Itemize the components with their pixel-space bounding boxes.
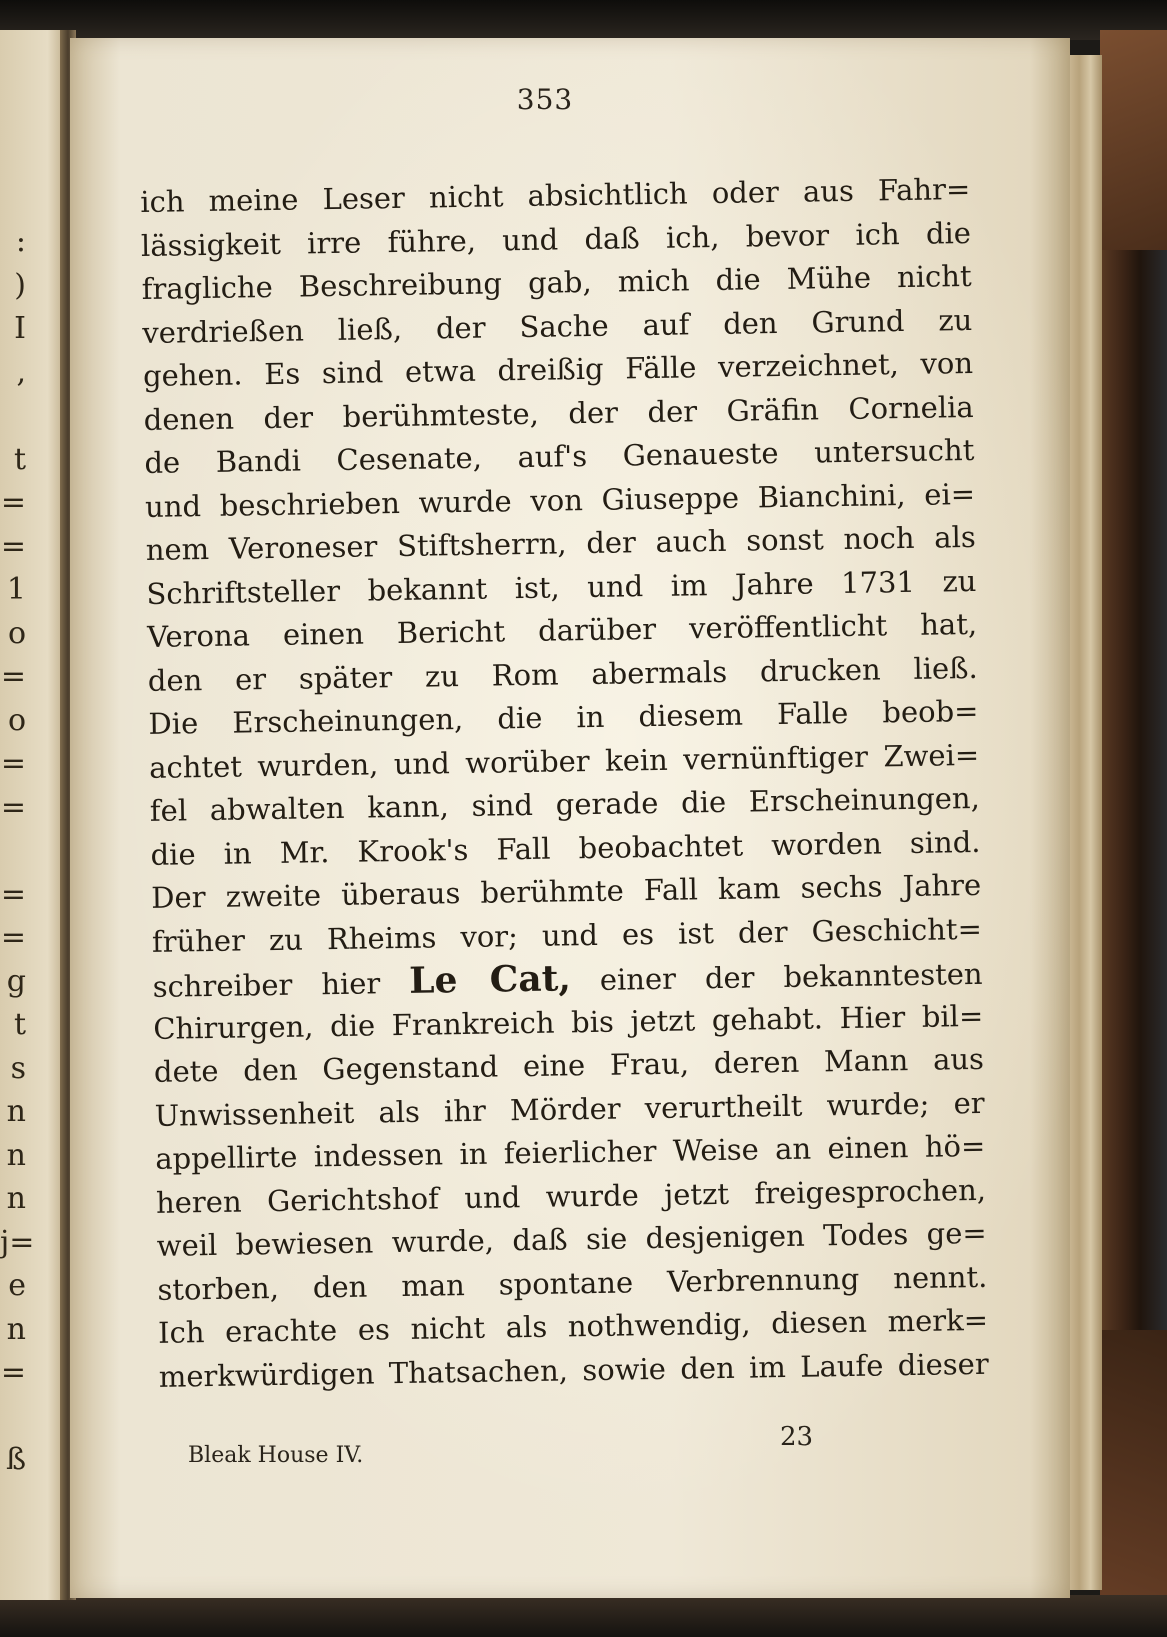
text-line: Die Erscheinungen, die in diesem Falle beob= — [148, 693, 979, 741]
left-page-sliver — [0, 30, 68, 1600]
text-line: die in Mr. Krook's Fall beobachtet worden sind. — [150, 824, 981, 872]
left-page-glyph: = — [0, 876, 26, 912]
text-line: und beschrieben wurde von Giuseppe Bianchini, ei= — [144, 476, 976, 524]
text-line: achtet wurden, und worüber kein vernünftiger Zwei= — [148, 737, 980, 785]
text-line: denen der berühmteste, der der Gräfin Cornelia — [143, 389, 974, 437]
signature-mark: Bleak House IV. — [188, 1443, 364, 1468]
text-line: storben, den man spontane Verbrennung nennt. — [157, 1259, 988, 1307]
text-line: Chirurgen, die Frankreich bis jetzt gehabt. Hier bil= — [153, 998, 984, 1046]
left-page-glyph: o — [7, 702, 26, 738]
left-page-glyph: n — [6, 1094, 26, 1129]
text-line: fel abwalten kann, sind gerade die Erscheinungen, — [149, 780, 981, 828]
text-line: appellirte indessen in feierlicher Weise an einen hö= — [155, 1128, 986, 1176]
left-page-glyph: e — [8, 1268, 26, 1303]
left-page-glyph: : — [15, 224, 26, 259]
body-text — [140, 168, 989, 1399]
left-page-glyph: t — [13, 441, 26, 477]
text-line: gehen. Es sind etwa dreißig Fälle verzeichnet, von — [142, 345, 974, 393]
left-page-glyph: n — [6, 1137, 26, 1173]
text-line: dete den Gegenstand eine Frau, deren Mann aus — [153, 1041, 985, 1089]
left-page-glyph: j= — [0, 1224, 35, 1260]
text-line: lässigkeit irre führe, und daß ich, bevor ich die — [140, 215, 972, 263]
text-line: de Bandi Cesenate, auf's Genaueste untersucht — [144, 432, 975, 480]
left-page-glyph: ) — [14, 267, 26, 303]
text-segment: schreiber hier — [152, 966, 381, 1004]
text-line: Verona einen Bericht darüber veröffentlicht hat, — [146, 606, 978, 654]
left-page-glyph — [0, 1395, 26, 1439]
left-page-glyph: s — [10, 1050, 26, 1086]
left-page-glyph: g — [6, 963, 26, 999]
left-page-glyph: o — [7, 615, 26, 651]
left-page-glyph — [0, 829, 26, 873]
left-page-glyph: n — [6, 1181, 26, 1216]
page-stack-edge — [1068, 55, 1102, 1590]
left-page-glyph: t — [13, 1007, 26, 1042]
book-top-edge — [0, 0, 1167, 40]
text-line: ich meine Leser nicht absichtlich oder aus Fahr= — [140, 171, 971, 219]
text-line: Ich erachte es nicht als nothwendig, diesen merk= — [157, 1302, 989, 1350]
bold-name-le-cat: Le Cat, — [408, 957, 572, 1002]
cover-corner-top — [1100, 30, 1167, 250]
text-line: merkwürdigen Thatsachen, sowie den im Laufe dieser — [158, 1346, 989, 1394]
text-segment: einer der bekanntesten — [599, 956, 983, 997]
left-page-glyph: = — [0, 1355, 26, 1390]
text-line: den er später zu Rom abermals drucken ließ. — [147, 650, 979, 698]
left-page-glyph: n — [6, 1311, 26, 1347]
left-page-glyph: I — [14, 311, 26, 346]
text-line: früher zu Rheims vor; und es ist der Geschicht= — [151, 911, 983, 959]
cover-corner-bottom — [1100, 1330, 1167, 1637]
text-line: weil bewiesen wurde, daß sie desjenigen Todes ge= — [156, 1215, 987, 1263]
book-bottom-edge — [0, 1595, 1167, 1637]
text-line: verdrießen ließ, der Sache auf den Grund zu — [142, 302, 973, 350]
left-page-glyph: = — [0, 659, 26, 694]
left-page-glyph: = — [0, 485, 26, 520]
text-line: Unwissenheit als ihr Mörder verurtheilt wurde; er — [154, 1085, 985, 1133]
page-number: 353 — [516, 83, 574, 116]
text-line: Der zweite überaus berühmte Fall kam sechs Jahre — [150, 867, 982, 915]
text-line: Schriftsteller bekannt ist, und im Jahre 1731 zu — [146, 563, 977, 611]
left-page-glyph: 1 — [6, 572, 26, 607]
text-line: heren Gerichtshof und wurde jetzt freigesprochen, — [155, 1172, 987, 1220]
left-page-glyph: = — [0, 528, 26, 564]
left-page-line-ends — [0, 220, 35, 1482]
signature-number: 23 — [780, 1422, 814, 1452]
text-line: nem Veroneser Stiftsherrn, der auch sonst noch als — [145, 519, 976, 567]
left-page-glyph: = — [0, 920, 26, 955]
left-page-glyph: ß — [5, 1442, 26, 1477]
left-page-glyph — [0, 394, 26, 438]
left-page-glyph: , — [16, 354, 26, 390]
left-page-glyph: = — [0, 789, 26, 825]
left-page-glyph: = — [0, 746, 26, 781]
text-line: fragliche Beschreibung gab, mich die Mühe nicht — [141, 258, 972, 306]
